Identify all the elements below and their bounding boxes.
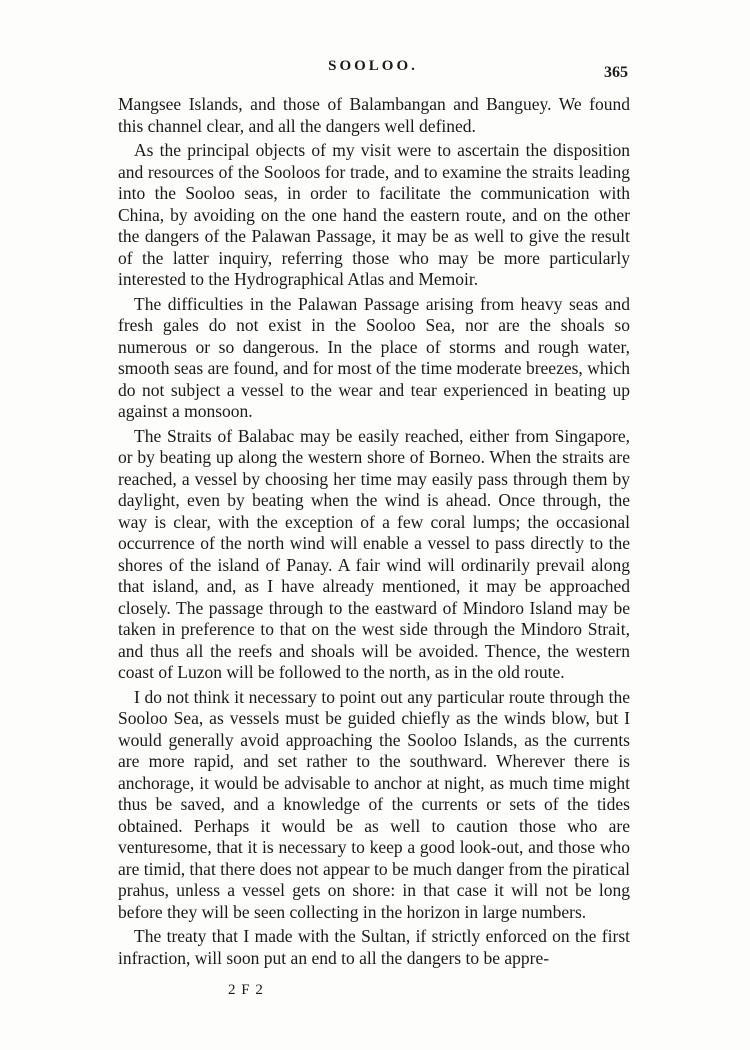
running-head xyxy=(118,58,628,82)
paragraph: I do not think it necessary to point out any particular route through the Sooloo Sea, as vessels must be guided chiefly as the winds blow, but I would generally avoid approaching the Sooloo Islands, as the currents are more rapid, and set rather to the southward. Wherever there is anchorage, it would be advisable to anchor at night, as much time might thus be saved, and a knowledge of the currents or sets of the tides obtained. Perhaps it would be as well to caution those who are venturesome, that it is necessary to keep a good look-out, and those who are timid, that there does not appear to be much danger from the piratical prahus, unless a vessel gets on shore: in that case it will not be long before they will be seen collecting in the horizon in large numbers. xyxy=(118,686,630,922)
paragraph: The difficulties in the Palawan Passage arising from heavy seas and fresh gales do not exist in the Sooloo Sea, nor are the shoals so numerous or so dangerous. In the place of storms and rough water, smooth seas are found, and for most of the time moderate breezes, which do not subject a vessel to the wear and tear experienced in beating up against a monsoon. xyxy=(118,293,630,421)
running-title: SOOLOO. xyxy=(328,58,418,74)
signature-mark: 2 F 2 xyxy=(228,982,264,998)
paragraph: As the principal objects of my visit were to ascertain the disposition and resources of the Sooloos for trade, and to examine the straits leading into the Sooloo seas, in order to facilitate the communication with China, by avoiding on the one hand the eastern route, and on the other the dangers of the Palawan Passage, it may be as well to give the result of the latter inquiry, referring those who may be more particularly interested to the Hydrographical Atlas and Memoir. xyxy=(118,140,630,289)
paragraph: The treaty that I made with the Sultan, if strictly enforced on the first infraction, will soon put an end to all the dangers to be appre- xyxy=(118,926,630,968)
page-number: 365 xyxy=(604,64,628,81)
paragraph: The Straits of Balabac may be easily reached, either from Singapore, or by beating up along the western shore of Borneo. When the straits are reached, a vessel by choosing her time may easily pass through them by daylight, even by beating when the wind is ahead. Once through, the way is clear, with the exception of a few coral lumps; the occasional occurrence of the north wind will enable a vessel to pass directly to the shores of the island of Panay. A fair wind will ordinarily prevail along that island, and, as I have already mentioned, it may be approached closely. The passage through to the eastward of Mindoro Island may be taken in preference to that on the west side through the Mindoro Strait, and thus all the reefs and shoals will be avoided. Thence, the western coast of Luzon will be followed to the north, as in the old route. xyxy=(118,425,630,682)
paragraph: Mangsee Islands, and those of Balambangan and Banguey. We found this channel clear, and all the dangers well defined. xyxy=(118,94,630,136)
body-text xyxy=(118,94,630,969)
